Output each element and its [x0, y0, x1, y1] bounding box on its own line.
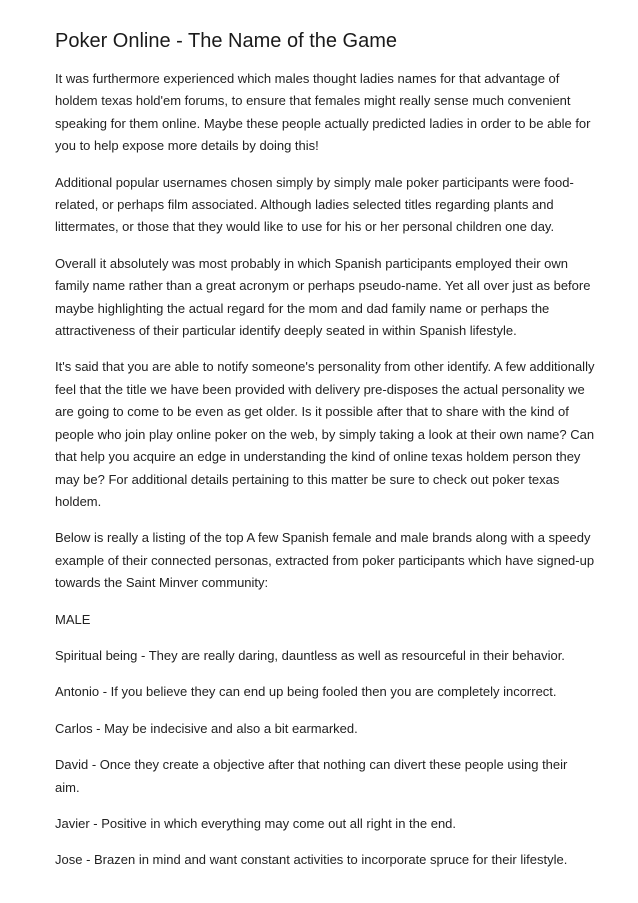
paragraph-listing-intro: Below is really a listing of the top A few Spanish female and male brands along with a speedy example of their connected personas, extracted from poker participants which have signed-up towards the Saint Minver community: — [55, 530, 595, 591]
list-item: Jose - Brazen in mind and want constant activities to incorporate spruce for their lifestyle. — [55, 852, 568, 868]
list-item: Javier - Positive in which everything may come out all right in the end. — [55, 815, 457, 831]
paragraph-personality: It's said that you are able to notify someone's personality from other identify. A few additionally feel that the title we have been provided with delivery pre-disposes the actual personality we are going to come to be even as get older. Is it possible after that to share with the kind of people who join play online poker on the web, by simply taking a look at their own name? Can that help you acquire an edge in understanding the kind of online texas holdem person they may be? For additional details pertaining to this matter be sure to check out poker texas holdem. — [55, 359, 595, 509]
document-title: Poker Online - The Name of the Game — [55, 30, 398, 52]
list-item: Spiritual being - They are really daring, dauntless as well as resourceful in their behavior. — [55, 647, 565, 663]
paragraph-usernames: Additional popular usernames chosen simply by simply male poker participants were food-related, or perhaps film associated. Although ladies selected titles regarding plants and littermates, or those that they would like to use for his or her personal children one day. — [55, 174, 574, 235]
document-page — [55, 28, 595, 886]
paragraph-intro: It was furthermore experienced which males thought ladies names for that advantage of holdem texas hold'em forums, to ensure that females might really sense much convenient speaking for them online. Maybe these people actually predicted ladies in order to be able for you to help expose more details by doing this! — [55, 71, 591, 154]
section-heading-male: MALE — [55, 611, 91, 627]
paragraph-family-name: Overall it absolutely was most probably in which Spanish participants employed their own family name rather than a great acronym or perhaps pseudo-name. Yet all over just as before maybe highlighting the actual regard for the mom and dad family name or perhaps the attractiveness of their particular identify deeply seated in within Spanish lifestyle. — [55, 255, 591, 339]
list-item: Carlos - May be indecisive and also a bit earmarked. — [55, 720, 358, 736]
list-item: David - Once they create a objective after that nothing can divert these people using their aim. — [55, 757, 568, 795]
list-item: Antonio - If you believe they can end up being fooled then you are completely incorrect. — [55, 684, 557, 700]
